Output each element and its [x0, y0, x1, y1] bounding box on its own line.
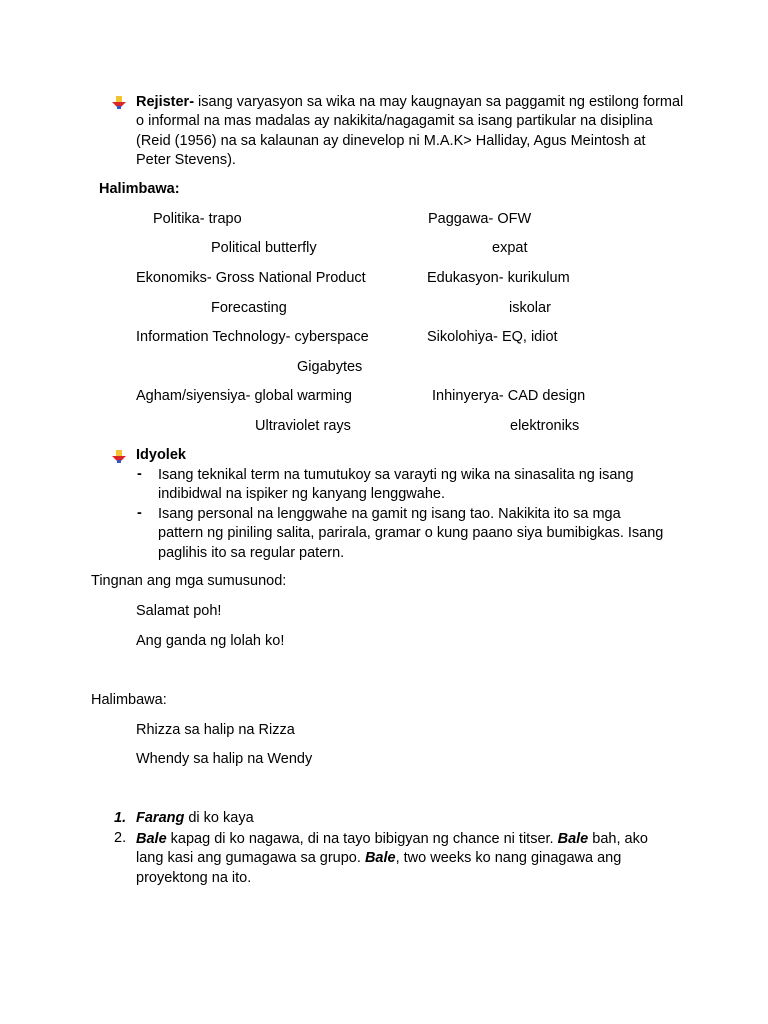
rejister-term: Rejister- [136, 94, 195, 110]
item1-rest: di ko kaya [184, 810, 254, 826]
idyolek-dash-1: - [137, 466, 142, 482]
halimbawa2-line-1: Rhizza sa halip na Rizza [136, 722, 295, 738]
example-gigabytes: Gigabytes [297, 359, 363, 375]
example-agham: Agham/siyensiya- global warming [136, 388, 352, 404]
halimbawa2-line-2: Whendy sa halip na Wendy [136, 751, 313, 767]
example-elektroniks: elektroniks [510, 418, 580, 434]
item2-text-a: kapag di ko nagawa, di na tayo bibigyan ng chance ni titser. [166, 831, 558, 847]
example-iskolar: iskolar [509, 300, 551, 316]
bale-word-3: Bale [364, 850, 396, 867]
example-forecasting: Forecasting [211, 300, 287, 316]
list-number-1: 1. [114, 810, 127, 826]
bale-word-1: Bale [136, 831, 167, 847]
arrow-down-bullet-icon [112, 96, 126, 110]
farang-word: Farang [136, 810, 185, 826]
example-inhinyerya: Inhinyerya- CAD design [432, 388, 586, 404]
idyolek-term: Idyolek [136, 447, 186, 463]
rejister-definition: isang varyasyon sa wika na may kaugnayan sa paggamit ng estilong formal o informal na mas madalas ay nakikita/nagagamit sa isang partikular na disiplina (Reid (1956) na sa kalaunan ay dinevelop ni M.A.K> Halliday, Agus Meintosh at Peter Stevens). [136, 94, 684, 168]
halimbawa-heading: Halimbawa: [99, 181, 180, 197]
numbered-item-2 [136, 830, 676, 888]
example-information-technology: Information Technology- cyberspace [136, 329, 369, 345]
arrow-down-bullet-icon [112, 450, 126, 464]
item2-text-c: , two weeks ko nang ginagawa ang proyektong na ito. [136, 850, 622, 886]
halimbawa-heading-2: Halimbawa: [91, 692, 167, 708]
list-number-2: 2. [114, 830, 127, 846]
tingnan-heading: Tingnan ang mga sumusunod: [91, 573, 287, 589]
numbered-item-1 [136, 810, 254, 826]
bale-word-2: Bale [557, 831, 589, 847]
example-ultraviolet: Ultraviolet rays [255, 418, 351, 434]
example-ekonomiks: Ekonomiks- Gross National Product [136, 270, 366, 286]
example-sikolohiya: Sikolohiya- EQ, idiot [427, 329, 558, 345]
example-expat: expat [492, 240, 528, 256]
tingnan-line-1: Salamat poh! [136, 603, 222, 619]
example-paggawa: Paggawa- OFW [428, 211, 532, 227]
idyolek-item-2: Isang personal na lenggwahe na gamit ng isang tao. Nakikita ito sa mga pattern ng piniling salita, parirala, gramar o kung paano siya bumibigkas. Isang paglihis ito sa regular patern. [158, 506, 664, 561]
idyolek-item-1: Isang teknikal term na tumutukoy sa varayti ng wika na sinasalita ng isang indibidwal na ispiker ng kanyang lenggwahe. [158, 467, 634, 503]
idyolek-dash-2: - [137, 505, 142, 521]
example-political-butterfly: Political butterfly [211, 240, 317, 256]
rejister-paragraph [136, 93, 684, 170]
example-politika: Politika- trapo [153, 211, 242, 227]
example-edukasyon: Edukasyon- kurikulum [427, 270, 570, 286]
tingnan-line-2: Ang ganda ng lolah ko! [136, 633, 285, 649]
item2-text-b: bah, ako lang kasi ang gumagawa sa grupo. [136, 831, 648, 867]
